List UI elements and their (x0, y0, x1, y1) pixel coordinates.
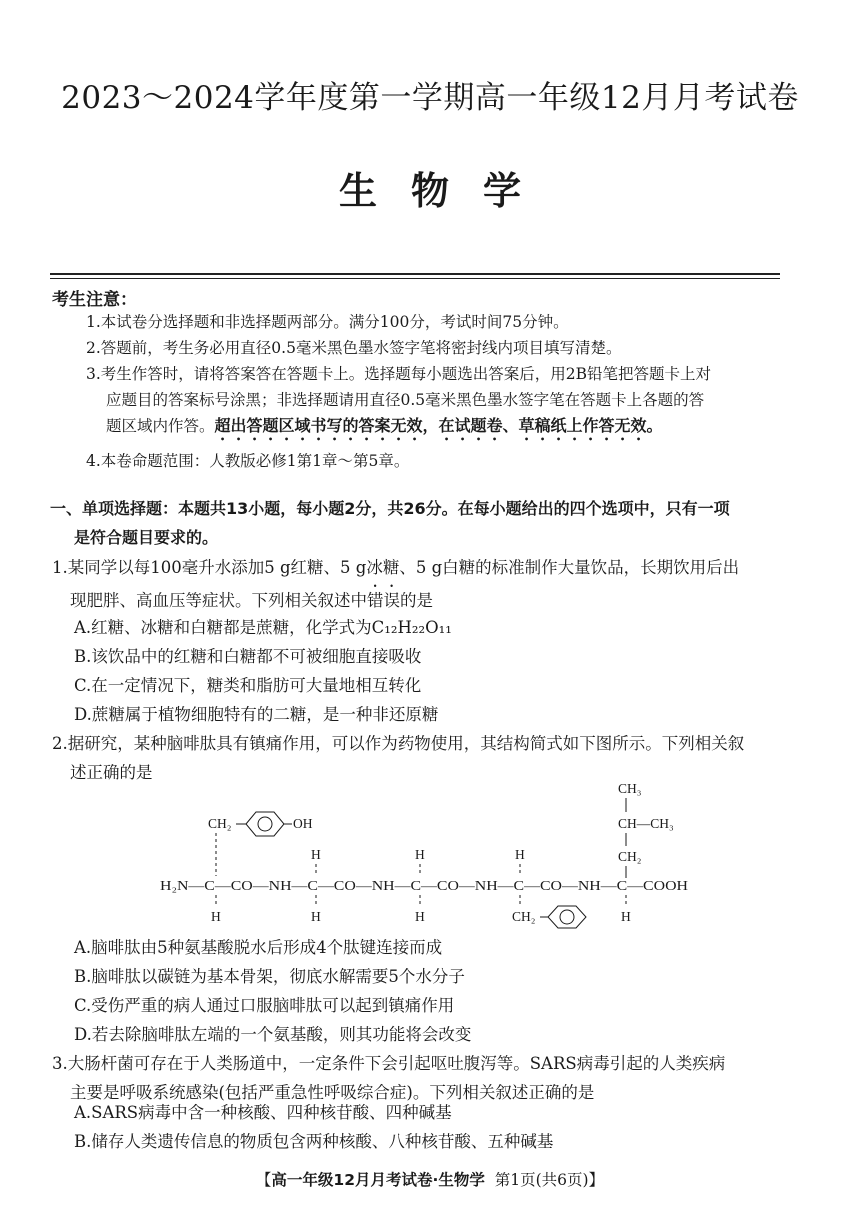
structure-ch3-top: CH₃ (618, 781, 642, 796)
benzene-ring-phe (548, 906, 586, 928)
structure-h-bottom-2: H (311, 909, 321, 924)
notice-item-3-line-3 (86, 415, 786, 444)
notice-heading: 考生注意： (52, 290, 137, 310)
footer-bracket-open: 【 (255, 1171, 272, 1189)
question-2-option-a: A.脑啡肽由5种氨基酸脱水后形成4个肽键连接而成 (74, 938, 443, 957)
structure-oh: OH (293, 816, 313, 831)
question-3-line-2: 主要是呼吸系统感染(包括严重急性呼吸综合症)。下列相关叙述正确的是 (70, 1083, 595, 1102)
question-1 (52, 553, 782, 615)
question-1-option-b: B.该饮品中的红糖和白糖都不可被细胞直接吸收 (74, 647, 422, 666)
question-2-line-2: 述正确的是 (70, 763, 153, 782)
question-1-option-c: C.在一定情况下，糖类和脂肪可大量地相互转化 (74, 676, 422, 695)
page-footer (0, 1168, 860, 1190)
question-1-line-2 (52, 582, 782, 615)
notice-item-2: 2.答题前，考生务必用直径0.5毫米黑色墨水签字笔将密封线内项目填写清楚。 (86, 339, 622, 357)
notice-item-3 (86, 363, 786, 444)
question-1-stem-end: 的是 (400, 591, 433, 610)
structure-h-bottom-3: H (415, 909, 425, 924)
structure-h-bottom-1: H (211, 909, 221, 924)
question-2-option-b: B.脑啡肽以碳链为基本骨架，彻底水解需要5个水分子 (74, 967, 465, 986)
notice-item-3-line-1: 3.考生作答时，请将答案答在答题卡上。选择题每小题选出答案后，用2B铅笔把答题卡上对 (86, 365, 712, 383)
question-3-option-a: A.SARS病毒中含一种核酸、四种核苷酸、四种碱基 (74, 1103, 452, 1122)
question-2-option-c: C.受伤严重的病人通过口服脑啡肽可以起到镇痛作用 (74, 996, 455, 1015)
notice-item-4: 4.本卷命题范围：人教版必修1第1章～第5章。 (86, 452, 410, 470)
question-1-option-a: A.红糖、冰糖和白糖都是蔗糖，化学式为C₁₂H₂₂O₁₁ (74, 618, 452, 637)
divider-thin (50, 278, 780, 279)
structure-h-top-3: H (415, 847, 425, 862)
benzene-ring-tyr-circle (258, 817, 272, 831)
benzene-ring-phe-circle (560, 910, 574, 924)
benzene-ring-tyr (246, 812, 284, 836)
exam-title: 2023～2024学年度第一学期高一年级12月月考试卷 (61, 80, 799, 116)
question-1-option-d: D.蔗糖属于植物细胞特有的二糖，是一种非还原糖 (74, 705, 439, 724)
structure-h-bottom-5: H (621, 909, 631, 924)
question-2-line-1: 2.据研究，某种脑啡肽具有镇痛作用，可以作为药物使用，其结构简式如下图所示。下列相关叙 (52, 734, 745, 753)
footer-bracket-close: 】 (588, 1171, 605, 1189)
structure-h-top-2: H (311, 847, 321, 862)
question-1-emphasis: 错误 (367, 591, 400, 610)
notice-item-3-line-2: 应题目的答案标号涂黑；非选择题请用直径0.5毫米黑色墨水签字笔在答题卡上各题的答 (106, 391, 705, 409)
footer-exam-label: 高一年级12月月考试卷·生物学 (271, 1171, 485, 1189)
notice-item-3-emphasis: 超出答题区域书写的答案无效，在试题卷、草稿纸上作答无效。 (214, 416, 663, 435)
question-1-stem: 现肥胖、高血压等症状。下列相关叙述中 (70, 591, 367, 610)
structure-h-top-4: H (515, 847, 525, 862)
enkephalin-structure-diagram (150, 775, 710, 935)
notice-item-1: 1.本试卷分选择题和非选择题两部分。满分100分，考试时间75分钟。 (86, 313, 569, 331)
notice-item-3-plain: 题区域内作答。 (106, 417, 215, 435)
footer-page-number: 第1页(共6页) (494, 1171, 589, 1189)
subject-title: 生物学 (338, 169, 555, 213)
structure-ch2-right: CH₂ (618, 849, 642, 864)
question-3-line-1: 3.大肠杆菌可存在于人类肠道中，一定条件下会引起呕吐腹泻等。SARS病毒引起的人类疾病 (52, 1054, 726, 1073)
question-1-line-1: 1.某同学以每100毫升水添加5 g红糖、5 g冰糖、5 g白糖的标准制作大量饮品，长期饮用后出 (52, 558, 740, 577)
section-1-line-2: 是符合题目要求的。 (74, 528, 219, 547)
question-2-option-d: D.若去除脑啡肽左端的一个氨基酸，则其功能将会改变 (74, 1025, 472, 1044)
structure-ch2-tyr: CH₂ (208, 816, 232, 831)
structure-backbone: H₂N—C—CO—NH—C—CO—NH—C—CO—NH—C—CO—NH—C—COOH (160, 878, 689, 893)
structure-ch-ch3: CH—CH₃ (618, 816, 674, 831)
section-1-line-1: 一、单项选择题：本题共13小题，每小题2分，共26分。在每小题给出的四个选项中，只有一项 (50, 499, 730, 518)
question-3-option-b: B.储存人类遗传信息的物质包含两种核酸、八种核苷酸、五种碱基 (74, 1132, 554, 1151)
section-1-heading (50, 494, 790, 552)
structure-ch2-benzyl: CH₂ (512, 909, 536, 924)
divider-thick (50, 273, 780, 275)
